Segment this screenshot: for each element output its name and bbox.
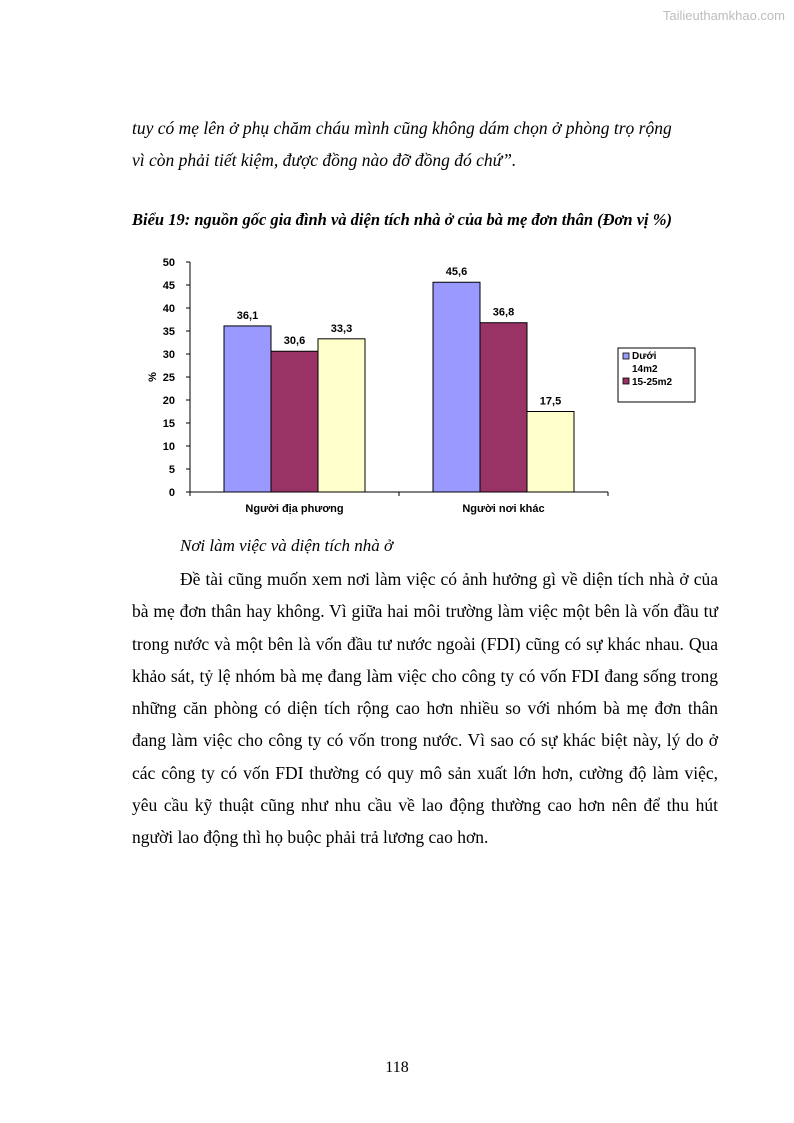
bar-series <box>224 266 574 492</box>
y-tick-label: 0 <box>168 487 175 499</box>
y-tick-label: 45 <box>162 280 175 292</box>
y-tick-label: 10 <box>162 441 175 453</box>
y-tick-label: 15 <box>162 418 175 430</box>
section-subheading: Nơi làm việc và diện tích nhà ở <box>180 536 394 555</box>
caption-title: Biểu 19: nguồn gốc gia đình và diện tích nhà ở của bà mẹ đơn thân <box>132 210 593 229</box>
y-tick-label: 5 <box>168 464 175 476</box>
quote-text <box>132 112 722 176</box>
chart-legend <box>618 348 695 402</box>
page-number: 118 <box>385 1059 409 1076</box>
y-tick-label: 20 <box>162 395 175 407</box>
legend-swatch <box>623 353 629 359</box>
y-tick-label: 25 <box>162 372 175 384</box>
data-label: 36,8 <box>492 306 515 319</box>
bar <box>480 323 527 492</box>
legend-label: 15-25m2 <box>632 377 673 388</box>
bar <box>271 351 318 492</box>
data-label: 30,6 <box>283 335 306 348</box>
body-text <box>132 563 718 854</box>
legend-box <box>618 348 695 402</box>
data-label: 33,3 <box>330 322 353 335</box>
bar <box>527 412 574 493</box>
watermark: Tailieuthamkhao.com <box>662 8 785 23</box>
y-tick-label: 30 <box>162 349 175 361</box>
legend-label: 14m2 <box>632 364 658 375</box>
x-category-label: Người nơi khác <box>462 503 545 515</box>
figure-caption <box>132 210 672 230</box>
x-axis <box>190 492 608 515</box>
body-paragraph: Đề tài cũng muốn xem nơi làm việc có ảnh hưởng gì về diện tích nhà ở của bà mẹ đơn thân hay không. Vì giữa hai môi trường làm việc một bên là vốn đầu tư trong nước và một bên là vốn đầu tư nước ngoài (FDI) cũng có sự khác nhau. Qua khảo sát, tỷ lệ nhóm bà mẹ đang làm việc cho công ty có vốn FDI đang sống trong những căn phòng có diện tích rộng cao hơn nhiều so với nhóm bà mẹ đơn thân đang làm việc cho công ty có vốn trong nước. Vì sao có sự khác biệt này, lý do ở các công ty có vốn FDI thường có quy mô sản xuất lớn hơn, cường độ làm việc, yêu cầu kỹ thuật cũng như nhu cầu về lao động thường cao hơn nên để thu hút người lao động thì họ buộc phải trả lương cao hơn. <box>132 569 718 848</box>
bar <box>224 326 271 492</box>
data-label: 17,5 <box>539 395 562 408</box>
y-axis-label: % <box>147 372 159 382</box>
x-category-label: Người địa phương <box>245 503 344 515</box>
bar <box>433 282 480 492</box>
quote-line-2: vì còn phải tiết kiệm, được đồng nào đỡ đồng đó chứ”. <box>132 150 517 170</box>
data-label: 45,6 <box>445 266 468 279</box>
y-tick-label: 35 <box>162 326 175 338</box>
y-axis <box>147 257 190 499</box>
legend-label: Dưới <box>632 351 657 362</box>
data-label: 36,1 <box>236 309 259 322</box>
bar-chart <box>130 250 710 525</box>
y-tick-label: 40 <box>162 303 175 315</box>
legend-swatch <box>623 378 629 384</box>
y-tick-label: 50 <box>162 257 175 269</box>
bar <box>318 339 365 492</box>
caption-unit: (Đơn vị %) <box>597 210 672 229</box>
quote-line-1: tuy có mẹ lên ở phụ chăm cháu mình cũng không dám chọn ở phòng trọ rộng <box>132 118 672 138</box>
